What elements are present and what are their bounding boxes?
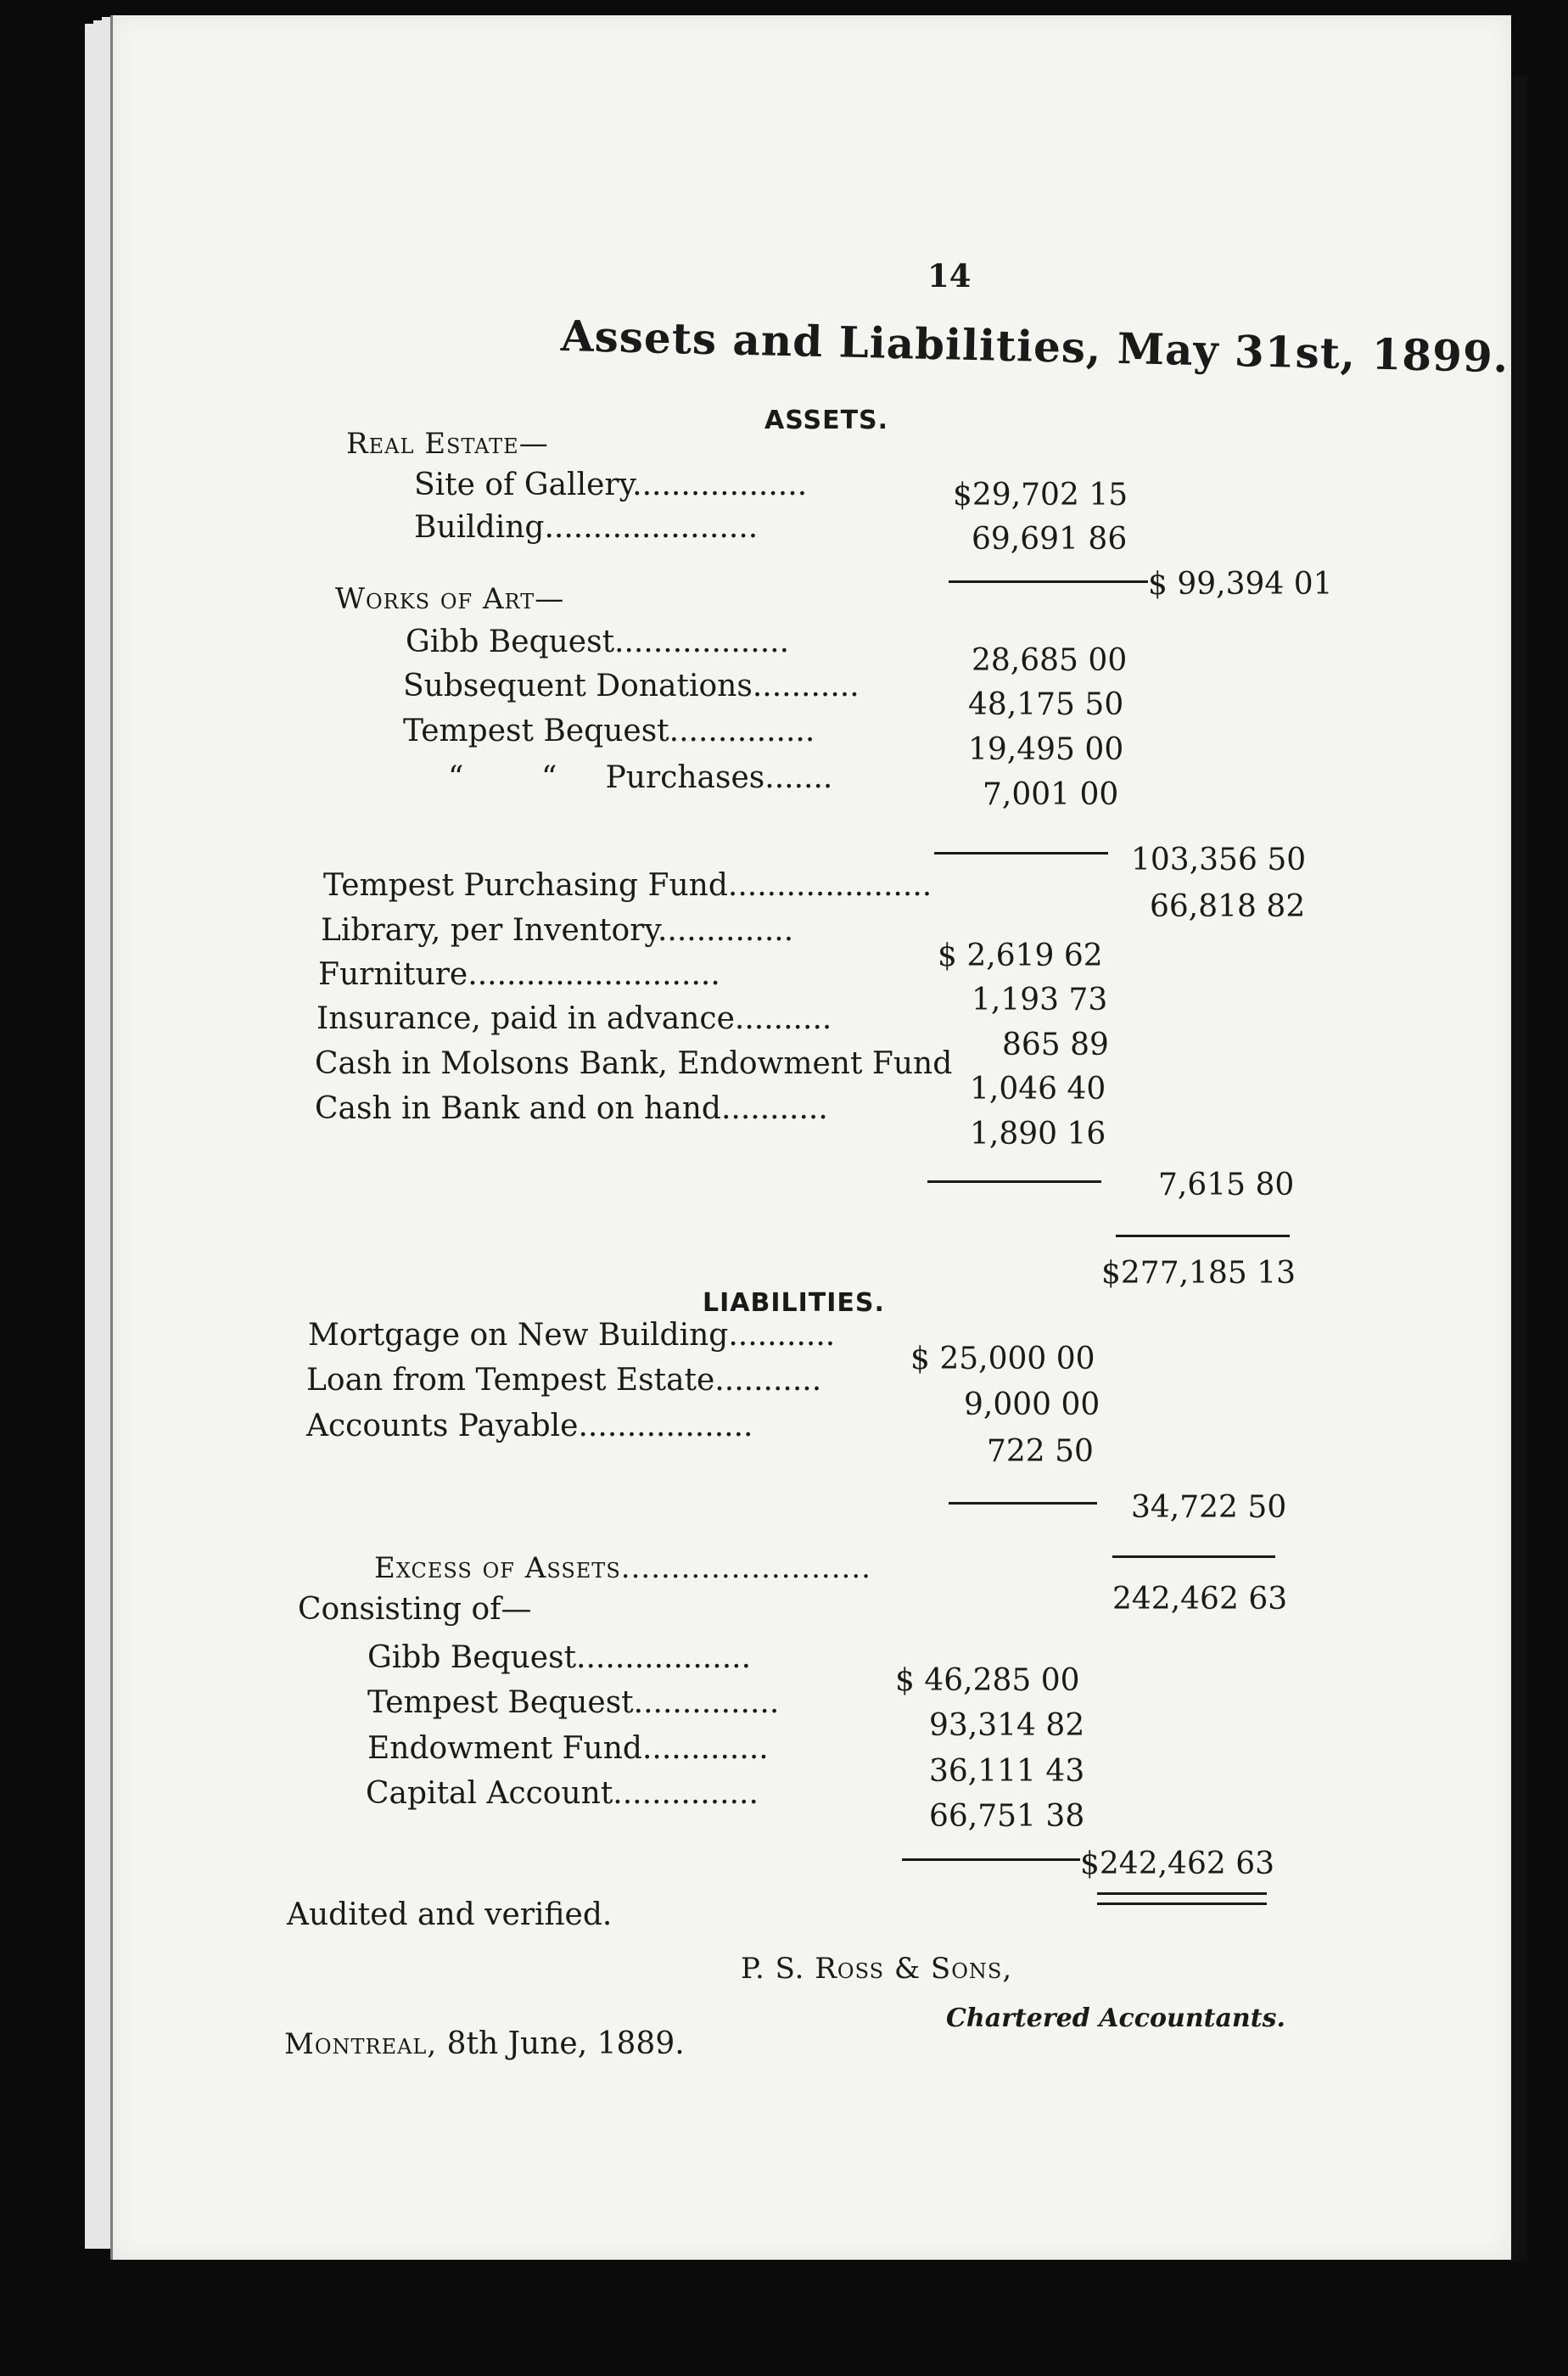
asset-row-label: Tempest Bequest............... [403, 714, 815, 748]
liabilities-total: 34,722 50 [1131, 1490, 1287, 1525]
liability-row-label: Accounts Payable.................. [306, 1409, 753, 1443]
consisting-row-label: Endowment Fund............. [367, 1731, 769, 1766]
purchasing-fund-label: Tempest Purchasing Fund..................... [323, 868, 932, 903]
excess-total: 242,462 63 [1112, 1582, 1288, 1617]
liabilities-heading: LIABILITIES. [703, 1288, 885, 1318]
consisting-row-amount: 93,314 82 [929, 1708, 1085, 1743]
asset-row-amount: 865 89 [1002, 1028, 1109, 1062]
total-rule [1112, 1555, 1275, 1558]
asset-row-label: Subsequent Donations........... [403, 669, 860, 703]
subtotal-rule [949, 580, 1148, 583]
consisting-row-label: Gibb Bequest.................. [367, 1640, 752, 1675]
works-of-art-total: 103,356 50 [1131, 843, 1307, 877]
double-total-rule [1097, 1892, 1267, 1905]
asset-row-label: Library, per Inventory.............. [321, 913, 794, 948]
audited-note: Audited and verified. [287, 1897, 613, 1932]
asset-row-amount: 7,001 00 [983, 777, 1119, 812]
total-rule [1116, 1235, 1290, 1237]
liability-row-amount: 9,000 00 [964, 1387, 1100, 1422]
asset-row-label: Cash in Bank and on hand........... [315, 1091, 828, 1126]
assets-grand-total: $277,185 13 [1101, 1256, 1296, 1291]
real-estate-total: $ 99,394 01 [1148, 567, 1333, 602]
place-date: Montreal, 8th June, 1889. [284, 2026, 685, 2061]
consisting-total: $242,462 63 [1080, 1846, 1275, 1881]
asset-row-label: “ “ Purchases....... [448, 760, 833, 795]
consisting-row-amount: 36,111 43 [929, 1754, 1085, 1789]
liability-row-label: Loan from Tempest Estate........... [306, 1363, 822, 1398]
excess-label: Excess of Assets......................... [374, 1551, 871, 1585]
liability-row-amount: 722 50 [987, 1434, 1094, 1469]
other-assets-total: 7,615 80 [1158, 1168, 1295, 1202]
liability-row-label: Mortgage on New Building........... [308, 1318, 836, 1353]
subtotal-rule [902, 1858, 1080, 1861]
document-page [110, 15, 1511, 2260]
asset-row-amount: 28,685 00 [972, 643, 1128, 678]
asset-row-label: Insurance, paid in advance.......... [316, 1001, 832, 1036]
asset-row-amount: 69,691 86 [972, 522, 1128, 557]
works-of-art-heading: Works of Art— [335, 582, 565, 616]
subtotal-rule [927, 1180, 1101, 1183]
purchasing-fund-total: 66,818 82 [1150, 889, 1306, 924]
asset-row-amount: 19,495 00 [968, 732, 1124, 767]
asset-row-label: Site of Gallery.................. [414, 468, 808, 502]
auditor-firm: P. S. Ross & Sons, [741, 1952, 1013, 1986]
consisting-row-amount: 66,751 38 [929, 1799, 1085, 1834]
asset-row-amount: 48,175 50 [968, 687, 1124, 722]
auditor-role: Chartered Accountants. [946, 2003, 1285, 2033]
subtotal-rule [934, 852, 1108, 855]
consisting-row-label: Capital Account............... [366, 1776, 759, 1811]
assets-heading: ASSETS. [764, 406, 889, 435]
asset-row-label: Cash in Molsons Bank, Endowment Fund [315, 1046, 953, 1081]
book-spine [1509, 76, 1527, 2261]
subtotal-rule [949, 1502, 1097, 1505]
real-estate-heading: Real Estate— [346, 427, 549, 461]
asset-row-amount: 1,193 73 [972, 983, 1108, 1017]
page-number: 14 [927, 257, 972, 294]
asset-row-amount: 1,046 40 [970, 1072, 1106, 1107]
asset-row-label: Furniture.......................... [318, 957, 720, 992]
liability-row-amount: $ 25,000 00 [910, 1342, 1095, 1376]
page-title: Assets and Liabilities, May 31st, 1899. [560, 311, 1509, 383]
consisting-row-amount: $ 46,285 00 [895, 1663, 1080, 1698]
asset-row-amount: 1,890 16 [970, 1117, 1106, 1152]
consisting-row-label: Tempest Bequest............... [367, 1685, 780, 1720]
consisting-of-heading: Consisting of— [298, 1592, 532, 1627]
asset-row-amount: $29,702 15 [953, 478, 1128, 513]
asset-row-label: Building...................... [414, 510, 759, 545]
asset-row-label: Gibb Bequest.................. [406, 625, 790, 659]
asset-row-amount: $ 2,619 62 [938, 939, 1103, 973]
